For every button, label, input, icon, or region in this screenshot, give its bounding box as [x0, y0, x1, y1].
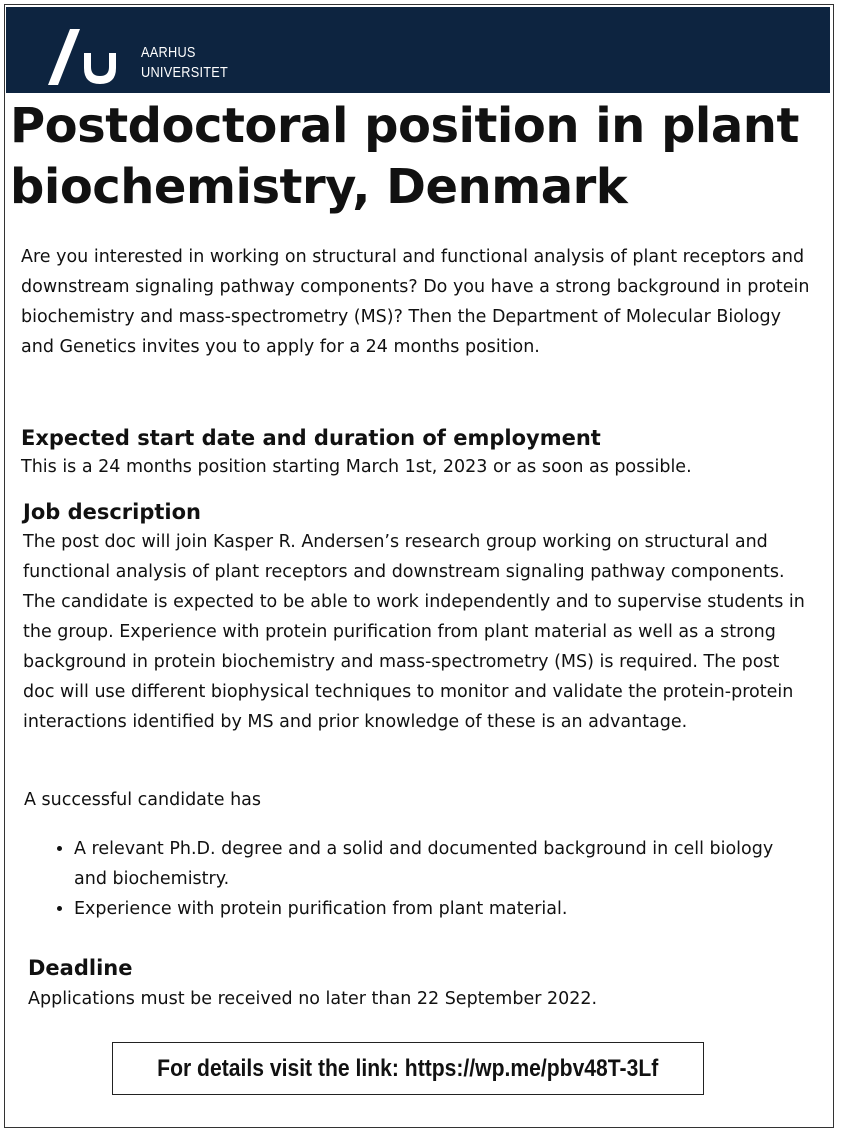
candidate-requirements-list	[40, 834, 794, 924]
university-name	[141, 43, 228, 83]
logo-line-2: UNIVERSITET	[141, 64, 229, 81]
job-description-heading: Job description	[23, 500, 202, 524]
page-title: Postdoctoral position in plant biochemistry, Denmark	[10, 98, 799, 215]
start-date-heading: Expected start date and duration of employment	[21, 426, 601, 450]
details-link-box[interactable]	[112, 1042, 704, 1095]
candidate-intro: A successful candidate has	[24, 790, 262, 810]
list-item: • Experience with protein purification from plant material.	[74, 894, 794, 924]
job-description-text: The post doc will join Kasper R. Andersen’s research group working on structural and functional analysis of plant receptors and downstream signaling pathway components. The candidate is expected to be able to work independently and to supervise students in the group. Experience with protein purification from plant material as well as a strong background in protein biochemistry and mass-spectrometry (MS) is required. The post doc will use different biophysical techniques to monitor and validate the protein-protein interactions identified by MS and prior knowledge of these is an advantage.	[23, 532, 805, 732]
deadline-heading: Deadline	[28, 956, 133, 980]
start-date-text: This is a 24 months position starting March 1st, 2023 or as soon as possible.	[21, 457, 692, 477]
deadline-text: Applications must be received no later than 22 September 2022.	[28, 989, 598, 1009]
intro-paragraph: Are you interested in working on structural and functional analysis of plant receptors and downstream signaling pathway components? Do you have a strong background in protein biochemistry and mass-spectrometry (MS)? Then the Department of Molecular Biology and Genetics invites you to apply for a 24 months position.	[21, 247, 810, 357]
list-item: • A relevant Ph.D. degree and a solid and documented background in cell biology and biochemistry.	[74, 834, 794, 894]
university-header	[6, 7, 830, 93]
au-logo-icon	[44, 29, 124, 85]
details-link[interactable]: For details visit the link: https://wp.me/pbv48T-3Lf	[157, 1054, 659, 1082]
logo-line-1: AARHUS	[141, 44, 196, 61]
